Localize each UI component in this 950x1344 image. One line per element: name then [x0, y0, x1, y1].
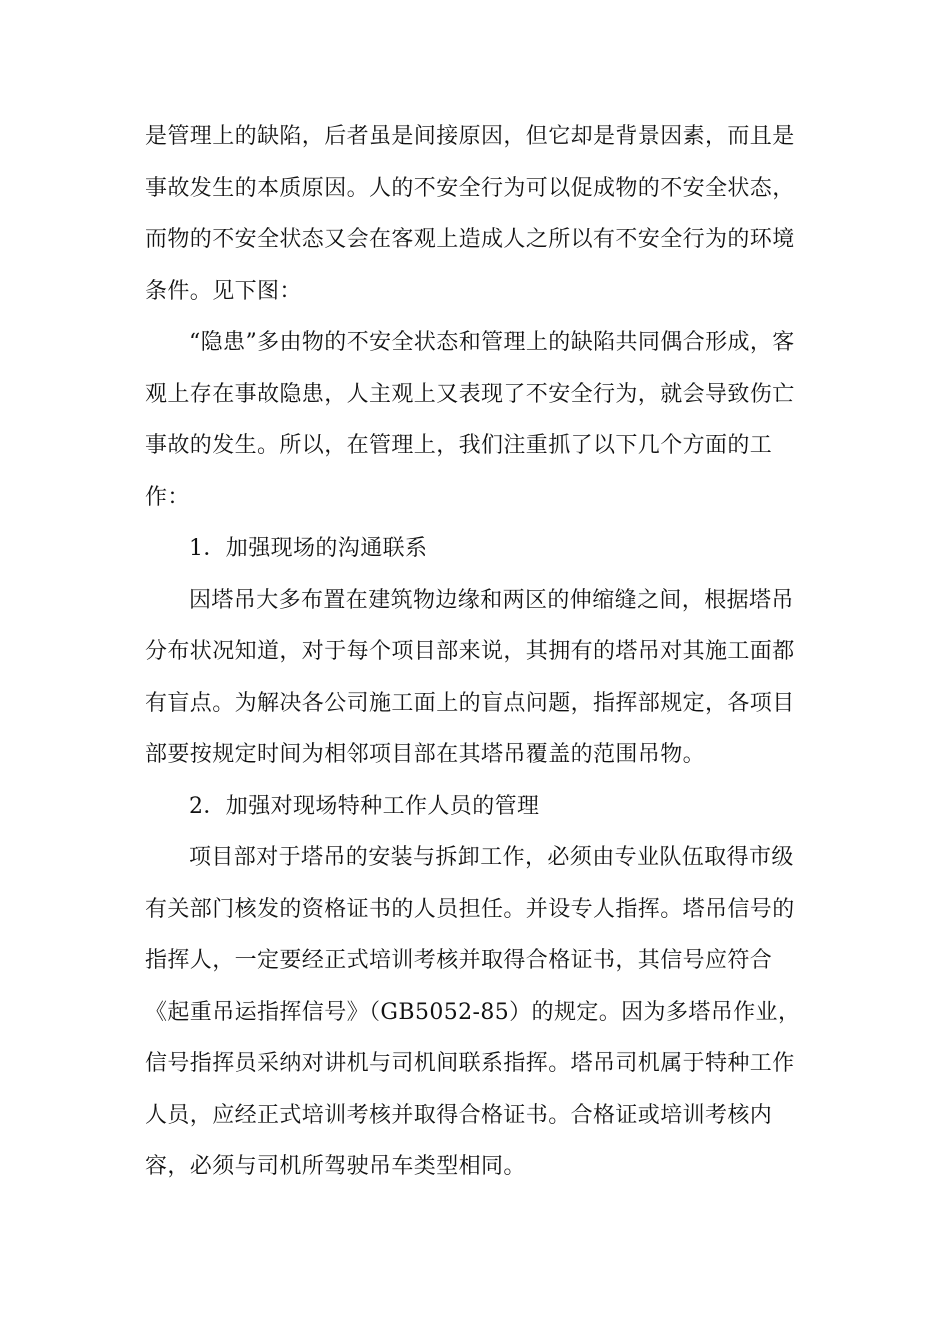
- paragraph-line: 有盲点。为解决各公司施工面上的盲点问题，指挥部规定，各项目: [145, 690, 795, 716]
- paragraph-line: 而物的不安全状态又会在客观上造成人之所以有不安全行为的环境: [145, 227, 795, 252]
- section-heading: 2．加强对现场特种工作人员的管理: [189, 793, 540, 819]
- paragraph-line: 因塔吊大多布置在建筑物边缘和两区的伸缩缝之间，根据塔吊: [189, 587, 794, 613]
- paragraph-line: 观上存在事故隐患，人主观上又表现了不安全行为，就会导致伤亡: [145, 381, 795, 407]
- paragraph-line: 事故发生的本质原因。人的不安全行为可以促成物的不安全状态，: [145, 175, 795, 201]
- paragraph-line: 作：: [145, 484, 190, 510]
- paragraph-line: “隐患”多由物的不安全状态和管理上的缺陷共同偶合形成，客: [189, 330, 795, 355]
- paragraph-line: 部要按规定时间为相邻项目部在其塔吊覆盖的范围吊物。: [145, 742, 706, 767]
- paragraph-line: 条件。见下图：: [145, 278, 302, 304]
- paragraph-line: 是管理上的缺陷，后者虽是间接原因，但它却是背景因素，而且是: [145, 124, 795, 149]
- paragraph-line: 分布状况知道，对于每个项目部来说，其拥有的塔吊对其施工面都: [145, 639, 795, 664]
- paragraph-line: 人员，应经正式培训考核并取得合格证书。合格证或培训考核内: [145, 1102, 773, 1128]
- paragraph-line: 指挥人，一定要经正式培训考核并取得合格证书，其信号应符合: [145, 948, 773, 973]
- paragraph-line: 容，必须与司机所驾驶吊车类型相同。: [145, 1154, 526, 1179]
- paragraph-line: 信号指挥员采纳对讲机与司机间联系指挥。塔吊司机属于特种工作: [145, 1051, 795, 1076]
- paragraph-line: 有关部门核发的资格证书的人员担任。并设专人指挥。塔吊信号的: [145, 896, 795, 922]
- paragraph-line: 《起重吊运指挥信号》（GB5052-85）的规定。因为多塔吊作业，: [145, 999, 801, 1025]
- document-body: [145, 111, 801, 1193]
- section-heading: 1．加强现场的沟通联系: [189, 536, 428, 561]
- paragraph-line: 事故的发生。所以，在管理上，我们注重抓了以下几个方面的工: [145, 433, 773, 458]
- paragraph-line: 项目部对于塔吊的安装与拆卸工作，必须由专业队伍取得市级: [189, 845, 794, 870]
